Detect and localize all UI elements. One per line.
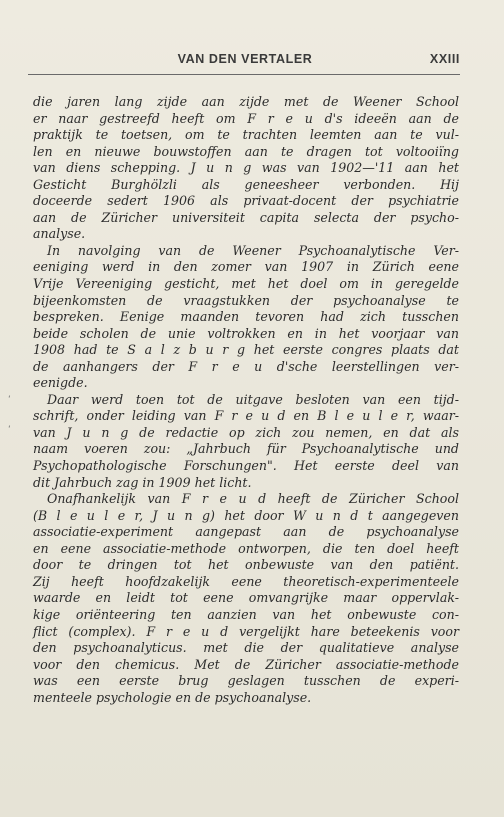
text-line: er naar gestreefd heeft om F r e u d's ideeën aan de [33, 110, 459, 126]
text-line: bijeenkomsten de vraagstukken der psychoanalyse te [33, 292, 459, 308]
text-line: doceerde sedert 1906 als privaat-docent der psychiatrie [33, 193, 459, 209]
text-line: Vrije Vereeniging gesticht, met het doel om in geregelde [33, 276, 459, 292]
text-line: die jaren lang zijde aan zijde met de Weener School [33, 94, 459, 109]
text-line: was een eerste brug geslagen tusschen de experi- [33, 673, 459, 689]
text-line: Daar werd toen tot de uitgave besloten van een tijd- [47, 391, 459, 407]
text-line: van diens schepping. J u n g was van 1902—'11 aan het [33, 160, 459, 176]
text-line: dit Jahrbuch zag in 1909 het licht. [33, 474, 252, 490]
running-header [30, 52, 460, 72]
text-line: door te dringen tot het onbewuste van den patiënt. [33, 557, 459, 573]
text-line: Zij heeft hoofdzakelijk eene theoretisch-experimenteele [33, 573, 459, 589]
text-line: beide scholen de unie voltrokken en in het voorjaar van [33, 325, 459, 341]
text-line: len en nieuwe bouwstoffen aan te dragen tot voltooiïng [33, 143, 459, 159]
text-line: (B l e u l e r, J u n g) het door W u n d t aangegeven [33, 507, 459, 523]
text-line: Onafhankelijk van F r e u d heeft de Züricher School [47, 491, 459, 507]
text-line: bespreken. Eenige maanden tevoren had zich tusschen [33, 309, 459, 325]
text-line: eenigde. [33, 375, 88, 391]
text-line: analyse. [33, 226, 86, 242]
header-rule [28, 74, 460, 75]
text-line: 1908 had te S a l z b u r g het eerste congres plaats dat [33, 342, 459, 358]
text-line: eeniging werd in den zomer van 1907 in Zürich eene [33, 259, 459, 275]
page-number: XXIII [429, 52, 460, 66]
margin-mark: ʻ [8, 425, 11, 435]
text-line: schrift, onder leiding van F r e u d en B l e u l e r, waar- [33, 408, 459, 424]
text-line: associatie-experiment aangepast aan de psychoanalyse [33, 524, 459, 540]
text-line: voor den chemicus. Met de Züricher associatie-methode [33, 656, 459, 672]
text-line: menteele psychologie en de psychoanalyse. [33, 689, 312, 705]
text-line: Gesticht Burghölzli als geneesheer verbonden. Hij [33, 176, 459, 192]
text-line: van J u n g de redactie op zich zou nemen, en dat als [33, 424, 459, 440]
text-line: Psychopathologische Forschungen". Het eerste deel van [33, 458, 459, 474]
text-line: den psychoanalyticus. met die der qualitatieve analyse [33, 640, 459, 656]
text-line: waarde en leidt tot eene omvangrijke maar oppervlak- [33, 590, 459, 606]
text-line: en eene associatie-methode ontworpen, die ten doel heeft [33, 540, 459, 556]
running-title: VAN DEN VERTALER [177, 52, 313, 66]
text-line: praktijk te toetsen, om te trachten leemten aan te vul- [33, 127, 459, 143]
text-line: flict (complex). F r e u d vergelijkt hare beteekenis voor [33, 623, 459, 639]
text-line: naam voeren zou: „Jahrbuch für Psychoanalytische und [33, 441, 459, 457]
body-text [33, 94, 459, 706]
text-line: In navolging van de Weener Psychoanalytische Ver- [47, 242, 459, 258]
margin-mark: ʻ [8, 395, 11, 405]
text-line: aan de Züricher universiteit capita selecta der psycho- [33, 209, 459, 225]
text-line: de aanhangers der F r e u d'sche leerstellingen ver- [33, 358, 459, 374]
text-line: kige oriënteering ten aanzien van het onbewuste con- [33, 606, 459, 622]
